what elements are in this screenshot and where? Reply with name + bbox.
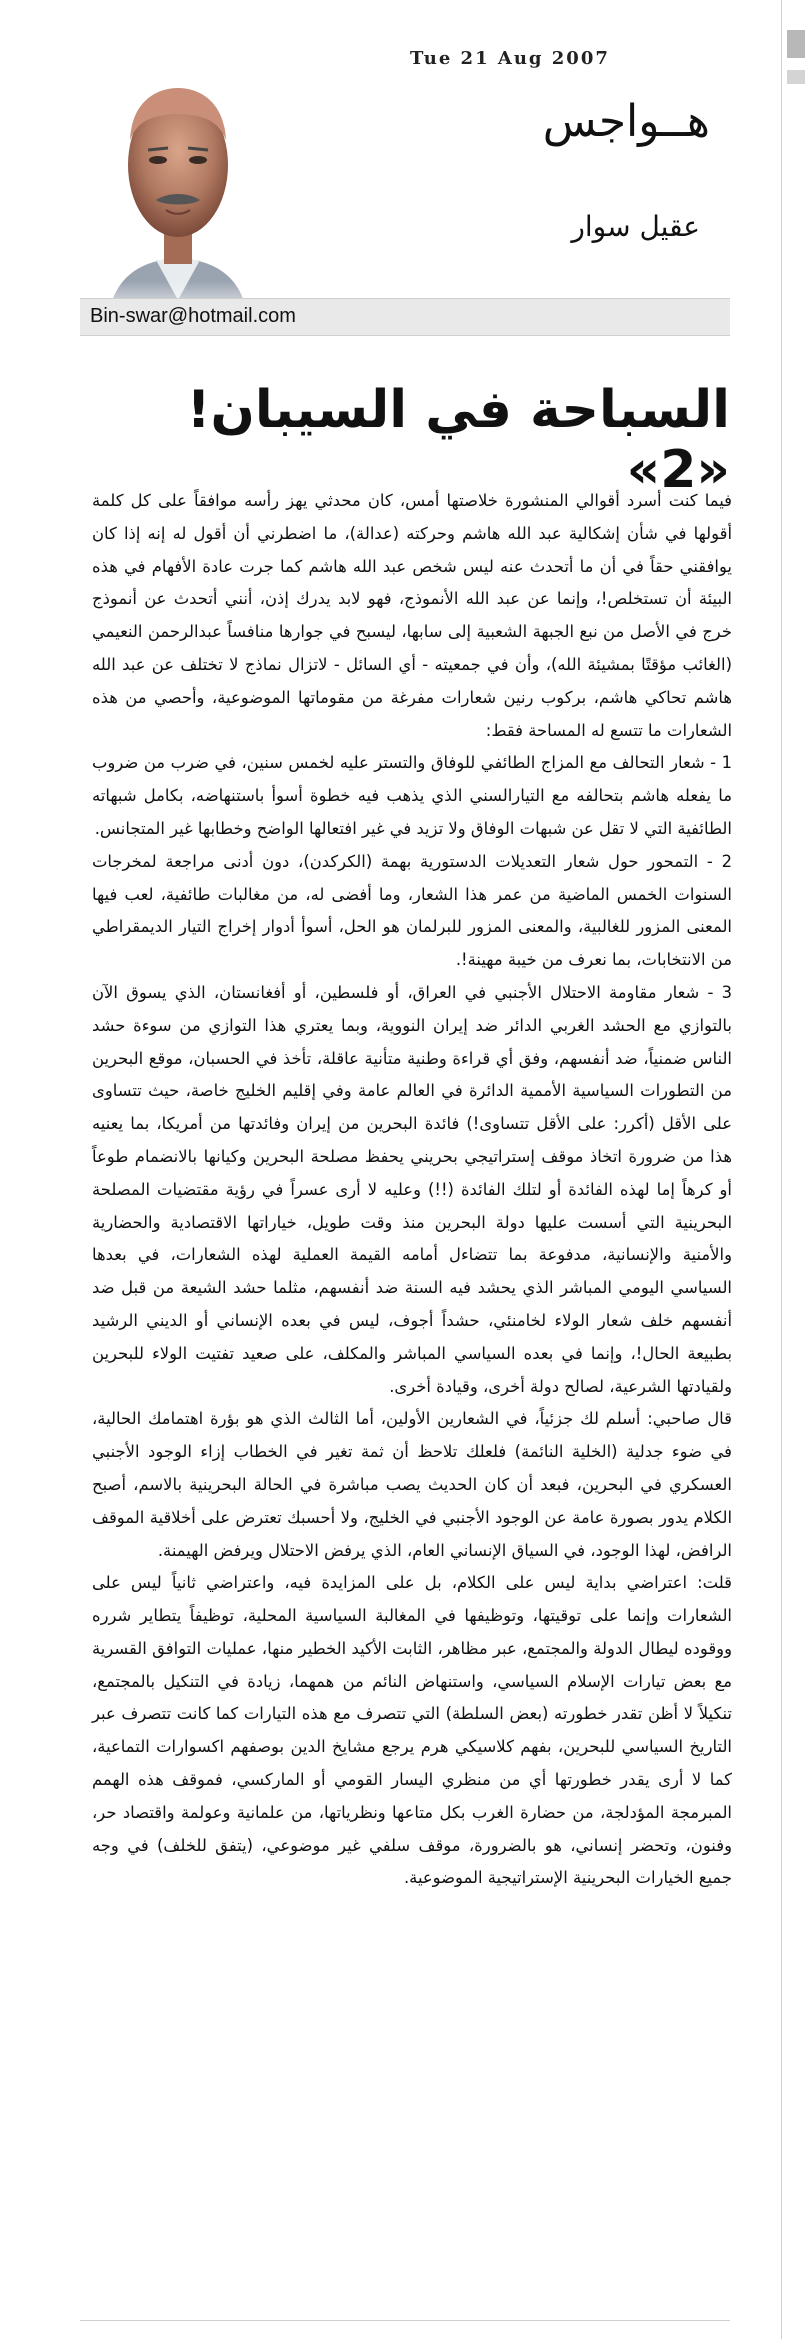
issue-date: Tue 21 Aug 2007: [410, 48, 610, 69]
article-paragraph: 2 - التمحور حول شعار التعديلات الدستورية بهمة (الكركدن)، دون أدنى مراجعة لمخرجات السنوات الخمس الماضية من عمر هذا الشعار، وما أفضى له، من مغالبات طائفية، لعب فيها المعنى المزور للغالبية، والمعنى المزور للبرلمان هو الحل، أسوأ أدوار إخراج التيار الديمقراطي من الانتخابات، بما نعرف من خيبة مهينة!.: [92, 851, 732, 970]
divider: [80, 2320, 730, 2321]
scrollbar[interactable]: [757, 0, 807, 2339]
article-headline: السباحة في السيبان! «2»: [186, 380, 730, 500]
article-body: [92, 485, 732, 1895]
column-name: هــواجس: [542, 96, 710, 147]
article-paragraph: قال صاحبي: أسلم لك جزئياً، في الشعارين الأولين، أما الثالث الذي هو بؤرة اهتمامك الحالية، في ضوء جدلية (الخلية النائمة) فلعلك تلاحظ أن ثمة تغير في الخطاب إزاء الوجود الأجنبي العسكري في البحرين، فبعد أن كان الحديث يصب مباشرة في الحالة البحرينية بالاسم، أصبح الكلام يدور بصورة عامة عن الوجود الأجنبي في الخليج، ولا أحسبك تعترض على أخلاقية الموقف الرافض، لهذا الوجود، في السياق الإنساني العام، الذي يرفض الاحتلال ويرفض الهيمنة.: [92, 1409, 732, 1560]
author-photo: [98, 60, 258, 320]
column-header: [80, 40, 740, 340]
email-bar: [80, 298, 730, 336]
scrollbar-button[interactable]: [787, 70, 805, 84]
article-paragraph: قلت: اعتراضي بداية ليس على الكلام، بل على المزايدة فيه، واعتراضي ثانياً ليس على الشعارات وإنما على توقيتها، وتوظيفها في المغالبة السياسية المحلية، توظيفاً يتطاير شرره ووقوده ليطال الدولة والمجتمع، عبر مظاهر، الثابت الأكيد الخطير منها، عمليات التوافق القسرية مع بعض تيارات الإسلام السياسي، واستنهاض النائم من همهما، زيادة في التنكيل بالمجتمع، تنكيلاً لا أظن تقدر خطورته (بعض السلطة) التي تتصرف مع هذه التيارات كما كانت تتصرف عبر التاريخ السياسي للبحرين، بفهم كلاسيكي هرم يرجع مشايخ الدين بوصفهم اكسوارات التماعية، كما لا أرى يقدر خطورتها أي من منظري اليسار القومي أو الماركسي، فموقف هذه الهمم المبرمجة المؤدلجة، من حضارة الغرب بكل متاعها ونظرياتها، من علمانية وعولمة واقتصاد حر، وفنون، وتحضر إنساني، هو بالضرورة، موقف سلفي غير موضوعي، (يتفق للخلف) في وجه جميع الخيارات البحرينية الإستراتيجية الموضوعية.: [92, 1573, 732, 1888]
article-paragraph: 1 - شعار التحالف مع المزاج الطائفي للوفاق والتستر عليه لخمس سنين، في ضرب من ضروب ما يفعله هاشم بتحالفه مع التيارالسني الذي يذهب فيه خطوة أسوأ باستنهاضه، بكامل شبهاته الطائفية التي لا تقل عن شبهات الوفاق ولا تزيد في غير افتعالها الواضح وخطابها غير المتجانس.: [92, 753, 732, 838]
article-paragraph: فيما كنت أسرد أقوالي المنشورة خلاصتها أمس، كان محدثي يهز رأسه موافقاً على كل كلمة أقولها في شأن إشكالية عبد الله هاشم وحركته (عدالة)، ما اضطرني أن أقول له إنه إذا كان يوافقني حقاً في أن ما أتحدث عنه ليس شخص عبد الله هاشم كما جرت عادة الأفهام في هذه البيئة أن تستخلص!، وإنما عن عبد الله الأنموذج، فهو لابد يدرك إذن، أنني أتحدث عن أنموذج خرج في الأصل من نبع الجبهة الشعبية إلى سابها، ليسبح في جوارها منافساً عبدالرحمن النعيمي (الغائب مؤقتًا بمشيئة الله)، وأن في جمعيته - أي السائل - لاتزال نماذج لا تختلف عن عبد الله هاشم تحاكي هاشم، بركوب رنين شعارات مفرغة من مقوماتها الموضوعية، وأحصي من هذه الشعارات ما تتسع له المساحة فقط:: [92, 491, 732, 740]
author-email[interactable]: Bin-swar@hotmail.com: [90, 305, 296, 327]
scrollbar-track: [781, 0, 782, 2339]
scrollbar-thumb[interactable]: [787, 30, 805, 58]
article-paragraph: 3 - شعار مقاومة الاحتلال الأجنبي في العراق، أو فلسطين، أو أفغانستان، الذي يسوق الآن بالتوازي مع الحشد الغربي الدائر ضد إيران النووية، وبما يعتري هذا التوازي من سوءة حشد الناس ضمنياً، ضد أنفسهم، وفق أي قراءة وطنية متأنية عاقلة، تأخذ في الحسبان، موقع البحرين من التطورات السياسية الأممية الدائرة في العالم عامة وفي إقليم الخليج خاصة، حيث تتساوى على الأقل (أكرر: على الأقل تتساوى!) فائدة البحرين من إيران وفائدتها من أمريكا، بما يعنيه هذا من ضرورة اتخاذ موقف إستراتيجي بحريني يحفظ مصلحة البحرين وكيانها بالانضمام طوعاً أو كرهاً إما لهذه الفائدة أو لتلك الفائدة (!!) وعليه لا أرى عسراً في رؤية مقتضيات المصلحة البحرينية التي أسست عليها دولة البحرين منذ وقت طويل، خياراتها الاقتصادية والحضارية والأمنية والإنسانية، مدفوعة بما تتضاءل أمامه القيمة العملية لهذه الشعارات، في بعدها السياسي اليومي المباشر الذي يحشد فيه السنة ضد أنفسهم، مثلما حشد الشيعة من قبل ضد أنفسهم خلف شعار الولاء لخامنئي، حشداً أجوف، ليس في بعده الإنساني أو الديني الرشيد بطبيعة الحال!، وإنما في بعده السياسي المباشر والمكلف، على صعيد تفتيت الولاء للبحرين ولقيادتها الشرعية، لصالح دولة أخرى، وقيادة أخرى.: [92, 982, 732, 1396]
author-name: عقيل سوار: [571, 210, 700, 243]
